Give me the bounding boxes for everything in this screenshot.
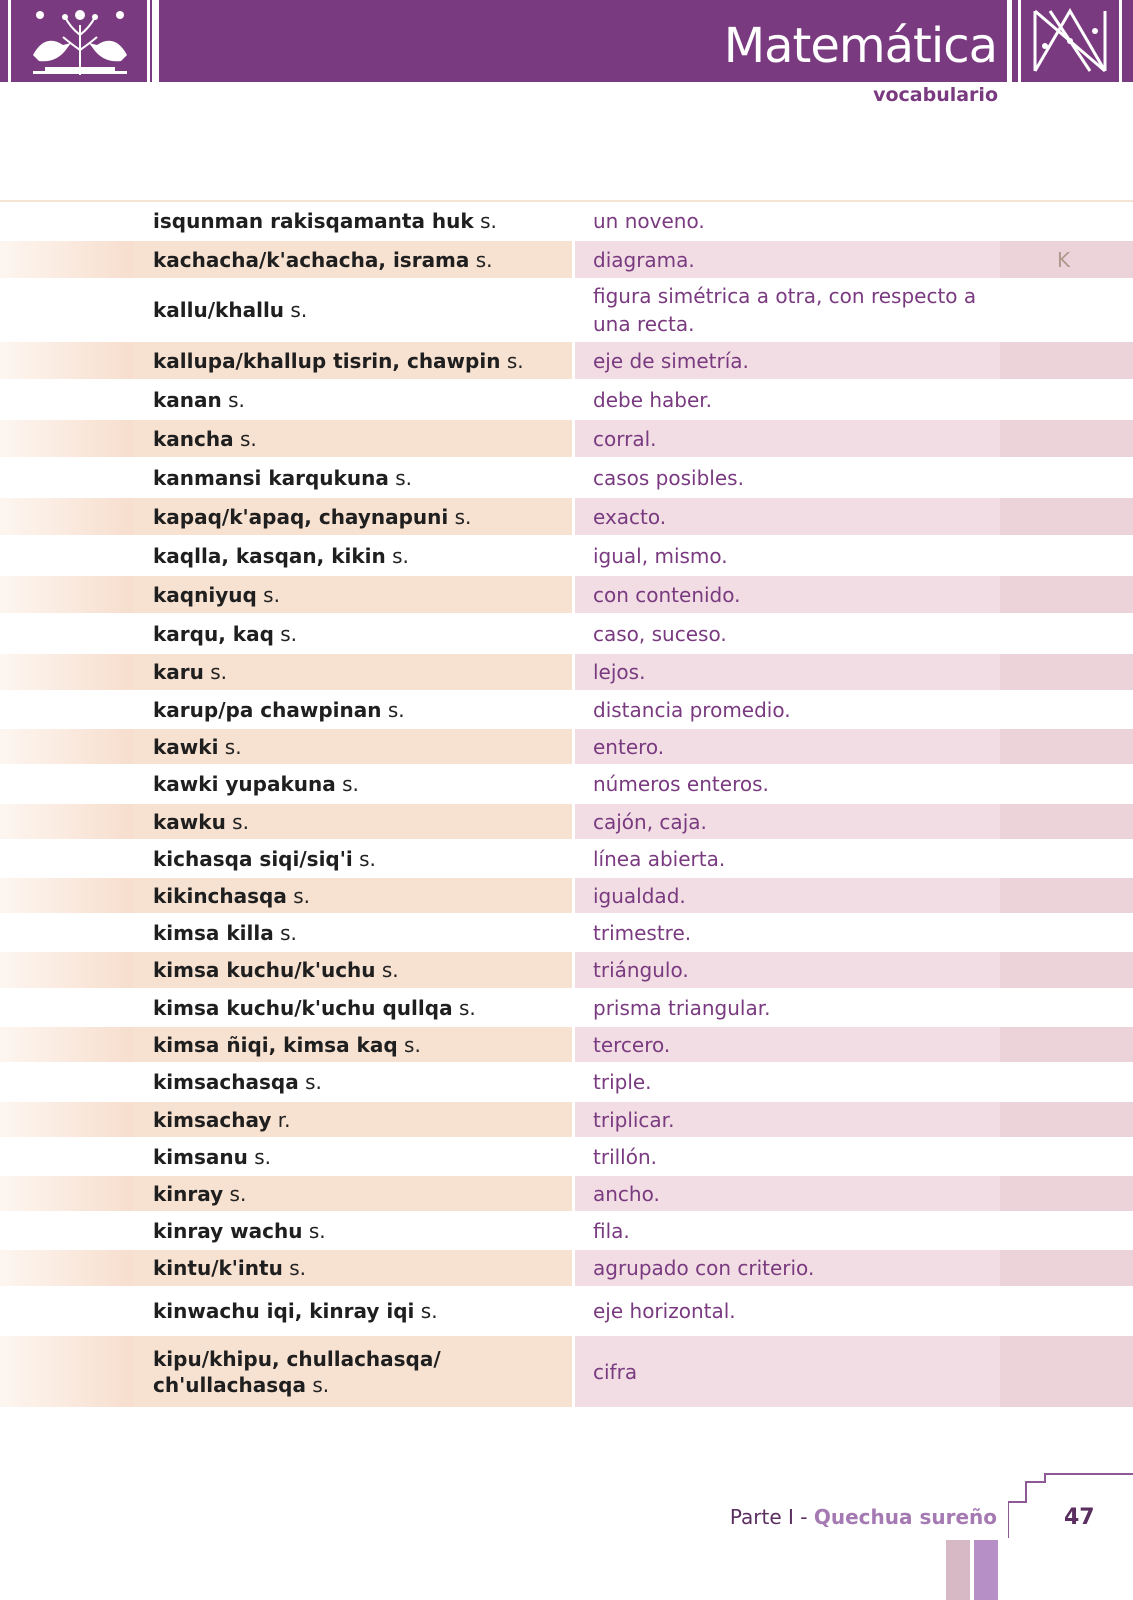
row-side-cell	[1000, 420, 1133, 457]
table-row	[0, 915, 1133, 952]
term-text: karup/pa chawpinan	[153, 697, 382, 722]
footer-steps-decoration	[1008, 1472, 1133, 1600]
definition-cell: diagrama.	[575, 241, 1000, 278]
row-margin-cell	[0, 1336, 133, 1407]
term-text: kapaq/k'apaq, chaynapuni	[153, 504, 449, 529]
definition-cell: figura simétrica a otra, con respecto a una recta.	[593, 284, 977, 336]
term-text: kimsachay	[153, 1107, 272, 1132]
row-side-cell	[1000, 615, 1133, 652]
table-row	[0, 420, 1133, 459]
table-row	[0, 1250, 1133, 1288]
definition-cell: agrupado con criterio.	[575, 1250, 1000, 1286]
table-row	[0, 766, 1133, 804]
definition-cell: lejos.	[575, 654, 1000, 690]
term-text: kaqlla, kasqan, kikin	[153, 543, 386, 568]
term-cell	[133, 342, 572, 379]
table-row	[0, 804, 1133, 841]
definition-cell: triplicar.	[575, 1102, 1000, 1137]
term-cell	[133, 1176, 572, 1211]
row-margin-cell	[0, 459, 133, 496]
definition-cell: ancho.	[575, 1176, 1000, 1211]
term-text: karqu, kaq	[153, 621, 274, 646]
table-row	[0, 1288, 1133, 1336]
definition-cell: debe haber.	[593, 387, 713, 412]
definition-cell: cajón, caja.	[575, 804, 1000, 839]
row-side-cell	[1000, 1250, 1133, 1286]
table-row	[0, 280, 1133, 342]
term-text: kanan	[153, 387, 222, 412]
part-of-speech: s.	[290, 298, 308, 322]
definition-cell: tercero.	[575, 1027, 1000, 1062]
term-text: kawki	[153, 734, 219, 759]
term-text: kimsa killa	[153, 920, 274, 945]
term-cell	[133, 915, 572, 950]
part-of-speech: s.	[239, 426, 257, 451]
table-row	[0, 576, 1133, 615]
part-of-speech: s.	[289, 1256, 306, 1280]
birds-tree-emblem-icon	[25, 5, 135, 77]
part-of-speech: s.	[392, 543, 409, 568]
part-of-speech: s.	[280, 920, 297, 945]
definition-cell: trillón.	[593, 1144, 658, 1169]
definition-cell: caso, suceso.	[593, 621, 727, 646]
definition-cell: números enteros.	[593, 772, 769, 796]
term-cell	[133, 1139, 572, 1174]
row-side-cell	[1000, 766, 1133, 802]
part-of-speech: s.	[387, 697, 405, 722]
term-cell	[133, 459, 572, 496]
page-number: 47	[1064, 1505, 1095, 1530]
table-row	[0, 1064, 1133, 1102]
row-side-cell	[1000, 537, 1133, 574]
term-text: karu	[153, 660, 204, 684]
definition-cell: corral.	[575, 420, 1000, 457]
header-left-panel	[0, 0, 160, 82]
table-row	[0, 952, 1133, 990]
term-text: kimsa kuchu/k'uchu qullqa	[153, 995, 453, 1020]
definition-cell: igualdad.	[575, 878, 1000, 913]
term-text: kinwachu iqi, kinray iqi	[153, 1299, 415, 1323]
row-margin-cell	[0, 804, 133, 839]
definition-cell: igual, mismo.	[593, 543, 728, 568]
table-row	[0, 537, 1133, 576]
term-cell	[133, 203, 572, 239]
row-margin-cell	[0, 498, 133, 535]
term-cell	[133, 654, 572, 690]
row-side-cell	[1000, 990, 1133, 1025]
row-margin-cell	[0, 241, 133, 278]
definition-cell: trimestre.	[593, 920, 692, 945]
term-cell	[133, 766, 572, 802]
definition-cell: un noveno.	[593, 209, 705, 233]
term-cell	[133, 878, 572, 913]
term-text: kikinchasqa	[153, 883, 287, 908]
term-cell	[133, 1250, 572, 1286]
row-margin-cell	[0, 420, 133, 457]
row-margin-cell	[0, 1176, 133, 1211]
term-cell	[133, 420, 572, 457]
row-margin-cell	[0, 1064, 133, 1100]
row-side-cell	[1000, 654, 1133, 690]
table-row	[0, 1336, 1133, 1409]
part-of-speech: s.	[305, 1070, 322, 1094]
row-side-cell	[1000, 692, 1133, 727]
definition-cell: exacto.	[575, 498, 1000, 535]
definition-cell: triple.	[593, 1070, 652, 1094]
term-cell	[133, 692, 572, 727]
row-margin-cell	[0, 342, 133, 379]
table-row	[0, 459, 1133, 498]
vocabulary-table	[0, 203, 1133, 1409]
row-side-cell	[1000, 342, 1133, 379]
row-margin-cell	[0, 841, 133, 876]
row-side-cell	[1000, 498, 1133, 535]
term-cell	[133, 1027, 572, 1062]
page-title: Matemática	[723, 18, 997, 74]
part-of-speech: s.	[263, 582, 280, 607]
row-side-cell	[1000, 915, 1133, 950]
page-subtitle: vocabulario	[873, 84, 998, 106]
part-of-speech: s.	[232, 809, 249, 834]
row-side-cell	[1000, 1213, 1133, 1248]
term-text: kipu/khipu, chullachasqa/ ch'ullachasqa	[153, 1346, 441, 1397]
term-cell	[133, 498, 572, 535]
definition-cell: fila.	[593, 1218, 630, 1243]
row-side-cell	[1000, 1288, 1133, 1334]
term-cell	[133, 1213, 572, 1248]
term-cell	[133, 576, 572, 613]
part-of-speech: s.	[254, 1144, 272, 1169]
term-text: kancha	[153, 426, 234, 451]
table-row	[0, 203, 1133, 241]
term-cell	[133, 990, 572, 1025]
row-side-cell	[1000, 203, 1133, 239]
row-side-cell	[1000, 1027, 1133, 1062]
row-margin-cell	[0, 878, 133, 913]
table-row	[0, 841, 1133, 878]
row-side-cell	[1000, 952, 1133, 988]
section-letter: K	[1057, 247, 1071, 272]
part-of-speech: s.	[404, 1032, 421, 1057]
row-margin-cell	[0, 1213, 133, 1248]
header-right-panel	[1012, 0, 1133, 82]
row-margin-cell	[0, 1102, 133, 1137]
table-row	[0, 241, 1133, 280]
row-side-cell	[1000, 459, 1133, 496]
row-margin-cell	[0, 915, 133, 950]
row-margin-cell	[0, 990, 133, 1025]
table-row	[0, 1213, 1133, 1250]
row-margin-cell	[0, 729, 133, 764]
row-side-cell	[1000, 1336, 1133, 1407]
row-side-cell	[1000, 1102, 1133, 1137]
part-of-speech: s.	[342, 772, 359, 796]
table-row	[0, 342, 1133, 381]
table-row	[0, 1176, 1133, 1213]
table-row	[0, 654, 1133, 692]
definition-cell: distancia promedio.	[593, 697, 791, 722]
part-of-speech: s.	[454, 504, 472, 529]
term-cell	[133, 241, 572, 278]
term-text: kintu/k'intu	[153, 1256, 283, 1280]
row-side-cell	[1000, 576, 1133, 613]
row-side-cell	[1000, 804, 1133, 839]
definition-cell: línea abierta.	[593, 846, 726, 871]
footer-bar	[946, 1540, 970, 1600]
part-of-speech: s.	[224, 734, 242, 759]
row-margin-cell	[0, 1250, 133, 1286]
row-margin-cell	[0, 692, 133, 727]
table-row	[0, 498, 1133, 537]
table-row	[0, 692, 1133, 729]
row-margin-cell	[0, 766, 133, 802]
row-margin-cell	[0, 1288, 133, 1334]
part-of-speech: s.	[312, 1372, 330, 1397]
row-margin-cell	[0, 537, 133, 574]
definition-cell: eje horizontal.	[593, 1299, 736, 1323]
term-cell	[133, 280, 572, 340]
part-of-speech: s.	[210, 660, 228, 684]
row-margin-cell	[0, 203, 133, 239]
table-row	[0, 615, 1133, 654]
part-of-speech: s.	[228, 387, 245, 412]
term-text: kichasqa siqi/siq'i	[153, 846, 353, 871]
definition-cell: prisma triangular.	[593, 995, 771, 1020]
row-side-cell	[1000, 878, 1133, 913]
row-side-cell	[1000, 381, 1133, 418]
row-side-cell	[1000, 841, 1133, 876]
part-of-speech: s.	[506, 348, 524, 373]
term-cell	[133, 1288, 572, 1334]
footer-caption	[730, 1505, 997, 1529]
part-of-speech: s.	[420, 1299, 438, 1323]
part-of-speech: s.	[293, 883, 310, 908]
row-side-cell	[1000, 1139, 1133, 1174]
part-of-speech: s.	[308, 1218, 326, 1243]
term-cell	[133, 804, 572, 839]
term-cell	[133, 1102, 572, 1137]
part-of-speech: s.	[395, 465, 412, 490]
table-row	[0, 1139, 1133, 1176]
part-of-speech: r.	[277, 1107, 291, 1132]
term-text: kimsachasqa	[153, 1070, 299, 1094]
definition-cell: eje de simetría.	[575, 342, 1000, 379]
row-side-cell	[1000, 241, 1133, 278]
term-text: kaqniyuq	[153, 582, 257, 607]
part-of-speech: s.	[480, 209, 497, 233]
definition-cell: entero.	[575, 729, 1000, 764]
row-margin-cell	[0, 381, 133, 418]
table-row	[0, 1027, 1133, 1064]
footer-language: Quechua sureño	[813, 1505, 997, 1529]
row-margin-cell	[0, 1027, 133, 1062]
term-text: kimsa kuchu/k'uchu	[153, 958, 376, 982]
geometric-pattern-icon	[1030, 6, 1110, 76]
row-margin-cell	[0, 280, 133, 340]
term-text: kallu/khallu	[153, 298, 285, 322]
footer-part: Parte I -	[729, 1505, 814, 1529]
part-of-speech: s.	[458, 995, 476, 1020]
definition-cell: triángulo.	[575, 952, 1000, 988]
footer-bar	[974, 1540, 998, 1600]
term-text: kimsa ñiqi, kimsa kaq	[153, 1032, 398, 1057]
term-text: kawku	[153, 809, 226, 834]
term-cell	[133, 537, 572, 574]
definition-cell: casos posibles.	[593, 465, 744, 490]
table-row	[0, 878, 1133, 915]
header-separator-line	[0, 200, 1133, 202]
term-cell	[133, 729, 572, 764]
row-margin-cell	[0, 1139, 133, 1174]
row-margin-cell	[0, 576, 133, 613]
term-text: isqunman rakisqamanta huk	[153, 209, 474, 233]
part-of-speech: s.	[381, 958, 399, 982]
definition-cell: cifra	[575, 1336, 1000, 1407]
row-margin-cell	[0, 952, 133, 988]
row-margin-cell	[0, 654, 133, 690]
table-row	[0, 1102, 1133, 1139]
part-of-speech: s.	[475, 247, 493, 272]
term-text: kallupa/khallup tisrin, chawpin	[153, 348, 501, 373]
table-row	[0, 729, 1133, 766]
row-side-cell	[1000, 729, 1133, 764]
term-cell	[133, 841, 572, 876]
table-row	[0, 990, 1133, 1027]
row-margin-cell	[0, 615, 133, 652]
term-text: kinray wachu	[153, 1218, 303, 1243]
term-text: kachacha/k'achacha, israma	[153, 247, 470, 272]
row-side-cell	[1000, 1176, 1133, 1211]
term-text: kinray	[153, 1181, 224, 1206]
term-text: kimsanu	[153, 1144, 248, 1169]
term-text: kawki yupakuna	[153, 772, 336, 796]
header-divider	[152, 0, 159, 82]
term-text: kanmansi karqukuna	[153, 465, 389, 490]
term-cell	[133, 952, 572, 988]
row-side-cell	[1000, 280, 1133, 340]
part-of-speech: s.	[229, 1181, 247, 1206]
table-row	[0, 381, 1133, 420]
part-of-speech: s.	[280, 621, 298, 646]
term-cell	[133, 615, 572, 652]
part-of-speech: s.	[359, 846, 376, 871]
term-cell	[133, 1336, 572, 1407]
row-side-cell	[1000, 1064, 1133, 1100]
term-cell	[133, 1064, 572, 1100]
term-cell	[133, 381, 572, 418]
definition-cell: con contenido.	[575, 576, 1000, 613]
